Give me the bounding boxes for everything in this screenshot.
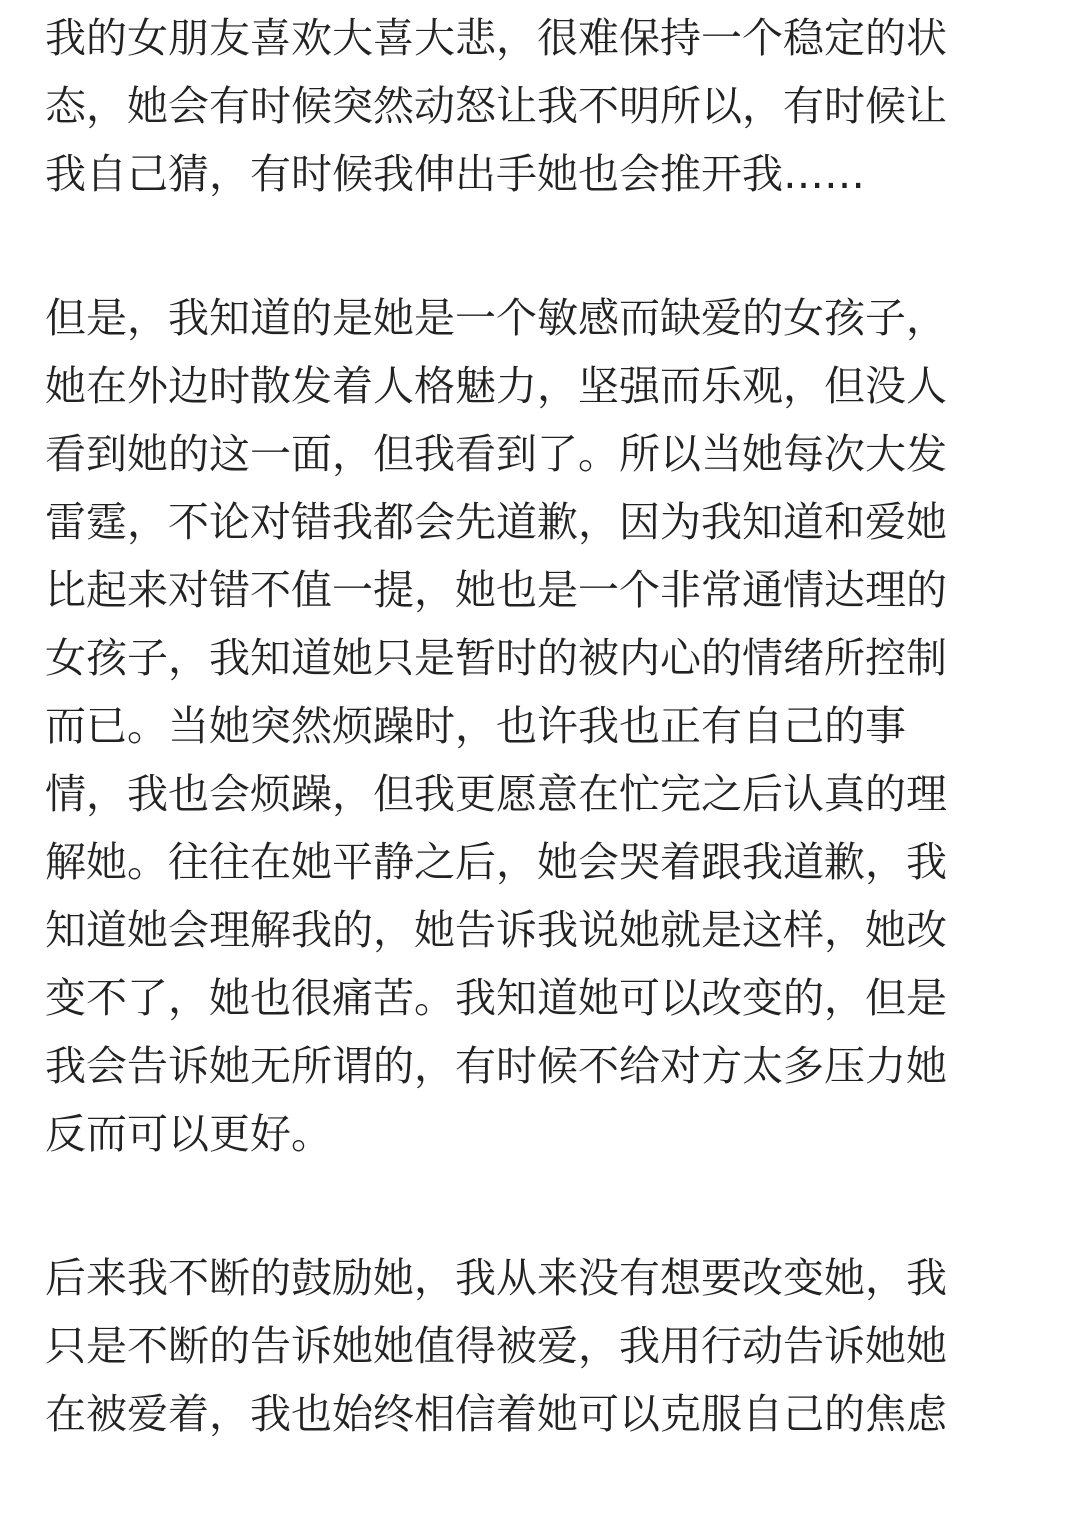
paragraph-2 [45,284,1045,1168]
text-line: 情，我也会烦躁，但我更愿意在忙完之后认真的理 [45,770,947,818]
text-line: 但是，我知道的是她是一个敏感而缺爱的女孩子， [45,294,947,342]
text-line: 态，她会有时候突然动怒让我不明所以，有时候让 [45,82,947,130]
text-line: 我自己猜，有时候我伸出手她也会推开我…… [45,150,865,198]
text-line: 变不了，她也很痛苦。我知道她可以改变的，但是 [45,974,947,1022]
text-line: 而已。当她突然烦躁时，也许我也正有自己的事 [45,702,906,750]
text-line: 我的女朋友喜欢大喜大悲，很难保持一个稳定的状 [45,14,947,62]
paragraph-3 [45,1244,1045,1448]
paragraph-1 [45,4,1045,208]
text-line: 女孩子，我知道她只是暂时的被内心的情绪所控制 [45,634,947,682]
text-line: 知道她会理解我的，她告诉我说她就是这样，她改 [45,906,947,954]
text-line: 只是不断的告诉她她值得被爱，我用行动告诉她她 [45,1322,947,1370]
text-line: 她在外边时散发着人格魅力，坚强而乐观，但没人 [45,362,947,410]
article-body [45,0,1045,1448]
text-line: 我会告诉她无所谓的，有时候不给对方太多压力她 [45,1042,947,1090]
text-line: 反而可以更好。 [45,1110,332,1158]
paragraph-gap [45,208,1045,284]
paragraph-gap [45,1168,1045,1244]
text-line: 后来我不断的鼓励她，我从来没有想要改变她，我 [45,1254,947,1302]
text-line: 在被爱着，我也始终相信着她可以克服自己的焦虑 [45,1390,947,1438]
text-line: 雷霆，不论对错我都会先道歉，因为我知道和爱她 [45,498,947,546]
text-line: 比起来对错不值一提，她也是一个非常通情达理的 [45,566,947,614]
text-line: 解她。往往在她平静之后，她会哭着跟我道歉，我 [45,838,947,886]
text-line: 看到她的这一面，但我看到了。所以当她每次大发 [45,430,947,478]
